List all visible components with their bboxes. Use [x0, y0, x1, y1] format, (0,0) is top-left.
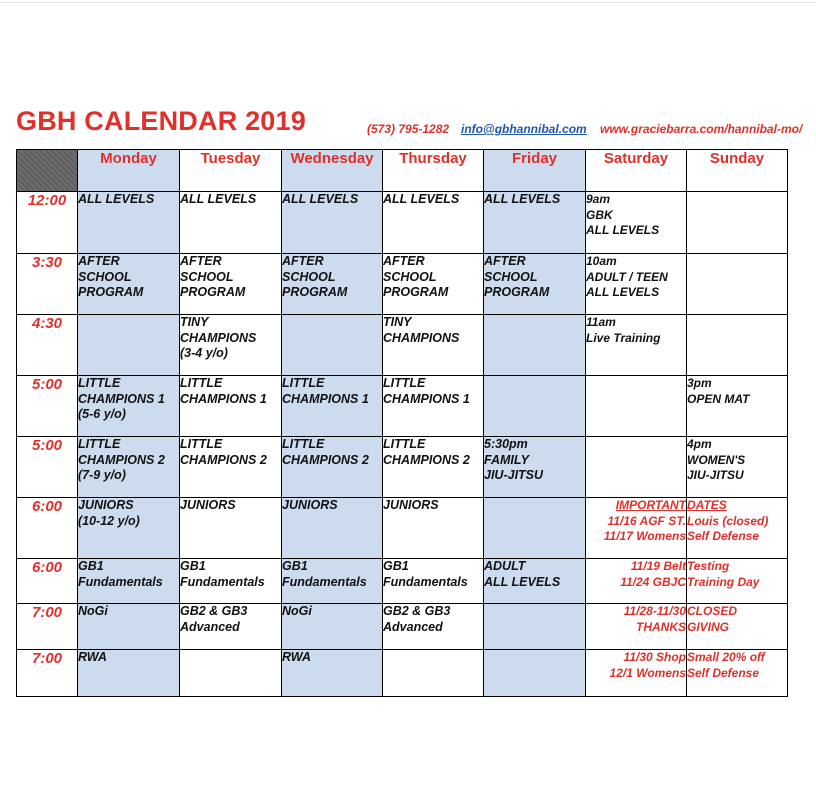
class-cell: LITTLE CHAMPIONS 1 [383, 376, 484, 437]
class-cell: LITTLE CHAMPIONS 2 [282, 437, 383, 498]
time-cell: 6:00 [17, 559, 78, 604]
time-cell: 7:00 [17, 650, 78, 697]
class-cell: 5:30pm FAMILY JIU-JITSU [484, 437, 586, 498]
class-cell [484, 650, 586, 697]
dates-heading: DATES [687, 498, 727, 512]
class-cell: 4pm WOMEN'S JIU-JITSU [687, 437, 788, 498]
day-sunday: Sunday [687, 150, 788, 192]
class-cell: JUNIORS [282, 498, 383, 559]
class-cell [586, 376, 687, 437]
class-cell: GB1 Fundamentals [383, 559, 484, 604]
top-border [0, 2, 816, 3]
class-cell [586, 437, 687, 498]
class-cell: TINY CHAMPIONS (3-4 y/o) [180, 315, 282, 376]
class-cell: NoGi [282, 604, 383, 650]
class-cell: 10am ADULT / TEEN ALL LEVELS [586, 254, 687, 315]
class-cell: ALL LEVELS [383, 192, 484, 254]
schedule-row [17, 376, 788, 437]
schedule-row [17, 315, 788, 376]
class-cell [484, 315, 586, 376]
class-cell: Testing Training Day [687, 559, 788, 604]
schedule-row [17, 559, 788, 604]
class-cell: AFTER SCHOOL PROGRAM [78, 254, 180, 315]
class-cell: LITTLE CHAMPIONS 2 [180, 437, 282, 498]
class-cell: 3pm OPEN MAT [687, 376, 788, 437]
class-cell: AFTER SCHOOL PROGRAM [484, 254, 586, 315]
page-title: GBH CALENDAR 2019 [16, 106, 306, 136]
class-cell: LITTLE CHAMPIONS 1 [180, 376, 282, 437]
class-cell [78, 315, 180, 376]
class-cell: CLOSED GIVING [687, 604, 788, 650]
important-dates-cell [586, 498, 687, 559]
class-cell [383, 650, 484, 697]
class-cell: JUNIORS [180, 498, 282, 559]
class-cell: ALL LEVELS [78, 192, 180, 254]
dates-cell [687, 498, 788, 559]
class-cell: LITTLE CHAMPIONS 1 (5-6 y/o) [78, 376, 180, 437]
time-cell: 3:30 [17, 254, 78, 315]
class-cell: RWA [282, 650, 383, 697]
class-cell: ALL LEVELS [282, 192, 383, 254]
day-monday: Monday [78, 150, 180, 192]
class-cell [687, 254, 788, 315]
class-cell: AFTER SCHOOL PROGRAM [282, 254, 383, 315]
class-cell: 11am Live Training [586, 315, 687, 376]
class-cell: ADULT ALL LEVELS [484, 559, 586, 604]
website-link[interactable]: www.graciebarra.com/hannibal-mo/ [600, 122, 803, 136]
class-cell: LITTLE CHAMPIONS 2 (7-9 y/o) [78, 437, 180, 498]
time-cell: 4:30 [17, 315, 78, 376]
class-cell: LITTLE CHAMPIONS 2 [383, 437, 484, 498]
class-cell: GB1 Fundamentals [78, 559, 180, 604]
class-cell [484, 376, 586, 437]
class-cell: GB2 & GB3 Advanced [383, 604, 484, 650]
class-cell: RWA [78, 650, 180, 697]
class-cell: JUNIORS (10-12 y/o) [78, 498, 180, 559]
class-cell: AFTER SCHOOL PROGRAM [383, 254, 484, 315]
corner-cell [17, 150, 78, 192]
class-cell: GB1 Fundamentals [282, 559, 383, 604]
class-cell [484, 604, 586, 650]
class-cell [180, 650, 282, 697]
class-cell: GB2 & GB3 Advanced [180, 604, 282, 650]
day-friday: Friday [484, 150, 586, 192]
class-cell: 11/19 Belt 11/24 GBJC [586, 559, 687, 604]
time-cell: 6:00 [17, 498, 78, 559]
class-cell [282, 315, 383, 376]
time-cell: 5:00 [17, 437, 78, 498]
class-cell: ALL LEVELS [180, 192, 282, 254]
class-cell: 9am GBK ALL LEVELS [586, 192, 687, 254]
time-cell: 12:00 [17, 192, 78, 254]
class-cell: 11/28-11/30 THANKS [586, 604, 687, 650]
dates-text: Louis (closed) Self Defense [687, 513, 769, 543]
important-heading: IMPORTANT [615, 498, 686, 512]
schedule-row [17, 192, 788, 254]
class-cell: Small 20% off Self Defense [687, 650, 788, 697]
time-cell: 7:00 [17, 604, 78, 650]
class-cell: LITTLE CHAMPIONS 1 [282, 376, 383, 437]
class-cell: TINY CHAMPIONS [383, 315, 484, 376]
schedule-row [17, 650, 788, 697]
class-cell: GB1 Fundamentals [180, 559, 282, 604]
page-header [16, 104, 816, 144]
class-cell: AFTER SCHOOL PROGRAM [180, 254, 282, 315]
class-cell: NoGi [78, 604, 180, 650]
schedule-table [16, 149, 788, 697]
class-cell: JUNIORS [383, 498, 484, 559]
class-cell [687, 315, 788, 376]
schedule-row [17, 498, 788, 559]
day-wednesday: Wednesday [282, 150, 383, 192]
email-link[interactable]: info@gbhannibal.com [461, 122, 587, 136]
time-cell: 5:00 [17, 376, 78, 437]
important-dates-text: 11/16 AGF ST. 11/17 Womens [603, 513, 686, 543]
class-cell [484, 498, 586, 559]
header-row [17, 150, 788, 192]
day-thursday: Thursday [383, 150, 484, 192]
class-cell: 11/30 Shop 12/1 Womens [586, 650, 687, 697]
schedule-row [17, 437, 788, 498]
phone-number: (573) 795-1282 [367, 122, 450, 136]
day-tuesday: Tuesday [180, 150, 282, 192]
day-saturday: Saturday [586, 150, 687, 192]
class-cell [687, 192, 788, 254]
class-cell: ALL LEVELS [484, 192, 586, 254]
schedule-row [17, 254, 788, 315]
schedule-row [17, 604, 788, 650]
